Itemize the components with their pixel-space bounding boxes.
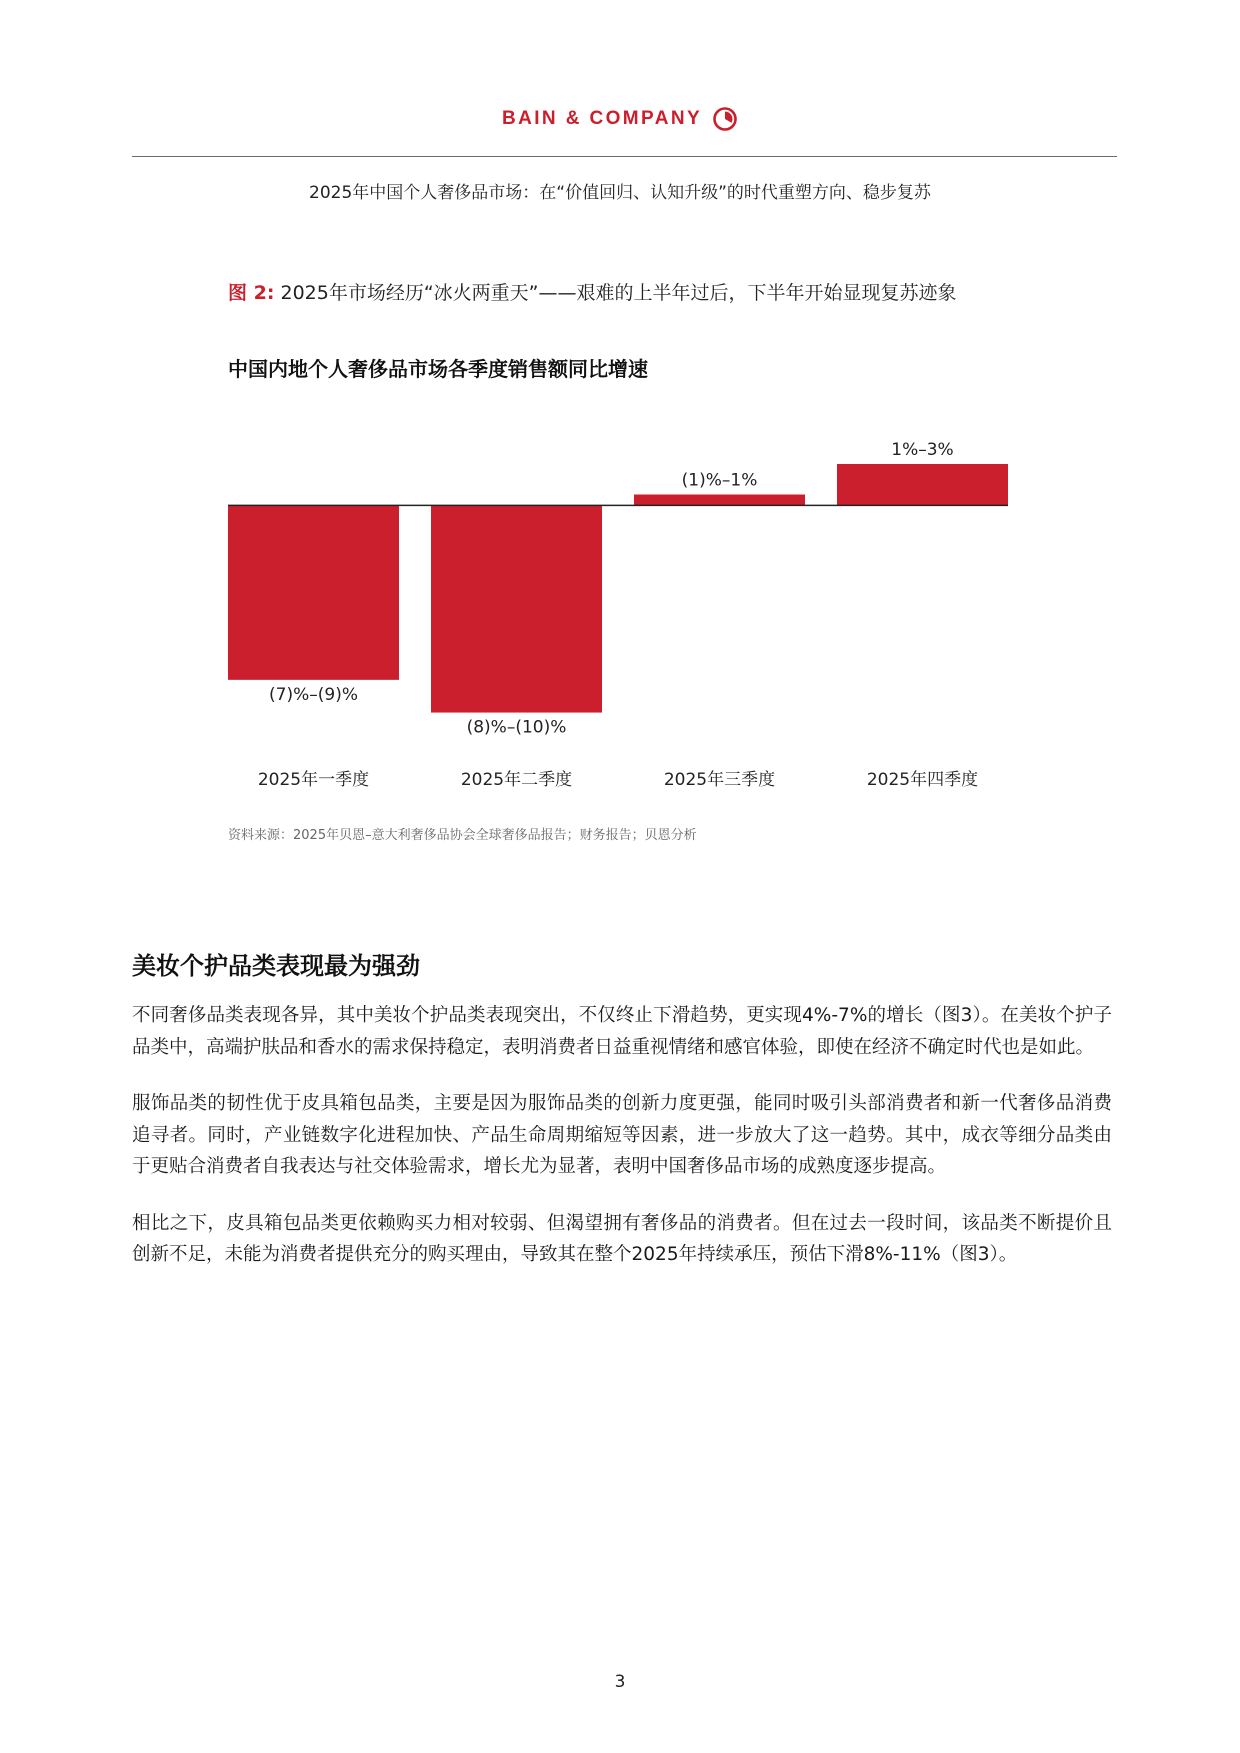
bar-chart <box>200 400 1040 810</box>
body-text <box>132 1000 1112 1296</box>
page-number: 3 <box>614 1672 626 1692</box>
paragraph-2: 服饰品类的韧性优于皮具箱包品类，主要是因为服饰品类的创新力度更强，能同时吸引头部消费者和新一代奢侈品消费追寻者。同时，产业链数字化进程加快、产品生命周期缩短等因素，进一步放大了这一趋势。其中，成衣等细分品类由于更贴合消费者自我表达与社交体验需求，增长尤为显著，表明中国奢侈品市场的成熟度逐步提高。 <box>132 1093 1112 1177</box>
paragraph-3: 相比之下，皮具箱包品类更依赖购买力相对较弱、但渴望拥有奢侈品的消费者。但在过去一段时间，该品类不断提价且创新不足，未能为消费者提供充分的购买理由，导致其在整个2025年持续承压，预估下滑8%-11%（图3）。 <box>132 1212 1112 1265</box>
bar-2 <box>431 505 602 712</box>
bar-4 <box>837 464 1008 505</box>
data-label-2: (8)%–(10)% <box>466 717 567 738</box>
bar-1 <box>228 505 399 679</box>
figure-label: 图 2: <box>228 282 275 304</box>
data-label-1: (7)%–(9)% <box>269 684 358 705</box>
category-label-2: 2025年二季度 <box>460 770 573 790</box>
running-title: 2025年中国个人奢侈品市场：在“价值回归、认知升级”的时代重塑方向、稳步复苏 <box>309 183 931 203</box>
category-label-1: 2025年一季度 <box>257 770 370 790</box>
section-heading: 美妆个护品类表现最为强劲 <box>132 952 420 980</box>
figure-source: 资料来源：2025年贝恩–意大利奢侈品协会全球奢侈品报告；财务报告；贝恩分析 <box>228 828 697 843</box>
category-label-4: 2025年四季度 <box>866 770 979 790</box>
data-label-3: (1)%–1% <box>681 470 758 491</box>
data-label-4: 1%–3% <box>891 439 954 460</box>
paragraph-1: 不同奢侈品类表现各异，其中美妆个护品类表现突出，不仅终止下滑趋势，更实现4%-7%的增长（图3）。在美妆个护子品类中，高端护肤品和香水的需求保持稳定，表明消费者日益重视情绪和感官体验，即使在经济不确定时代也是如此。 <box>132 1005 1112 1058</box>
figure-caption <box>228 277 1008 309</box>
category-label-3: 2025年三季度 <box>663 770 776 790</box>
brand-name: BAIN & COMPANY <box>501 108 703 129</box>
bain-logo-icon <box>712 106 738 132</box>
chart-title: 中国内地个人奢侈品市场各季度销售额同比增速 <box>228 357 648 381</box>
brand-header <box>0 106 1240 132</box>
figure-caption-text: 2025年市场经历“冰火两重天”——艰难的上半年过后，下半年开始显现复苏迹象 <box>280 282 957 304</box>
header-divider <box>132 156 1117 157</box>
bar-3 <box>634 495 805 506</box>
